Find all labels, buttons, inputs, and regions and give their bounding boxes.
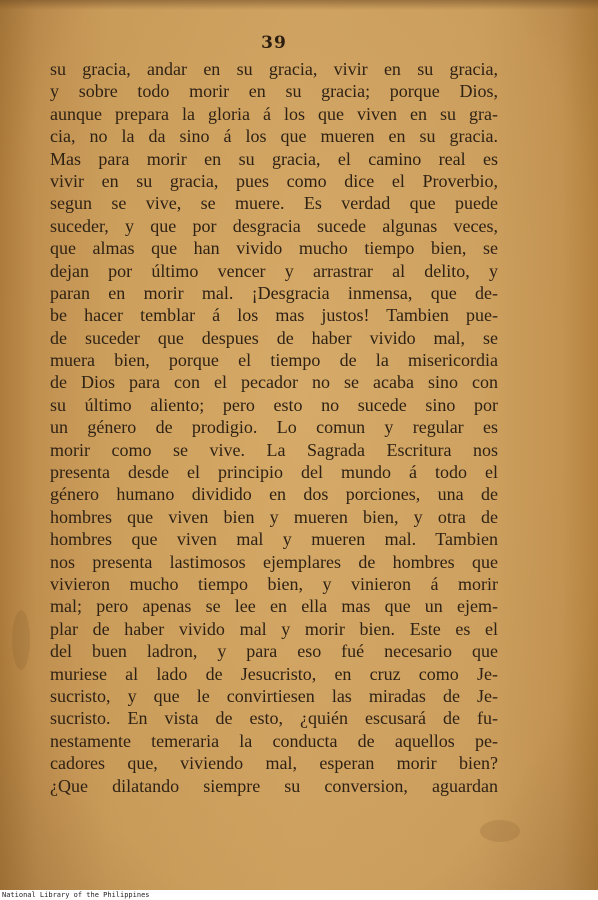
text-line: cadores que, viviendo mal, esperan morir bien? [50,753,498,774]
text-line: sucristo. En vista de esto, ¿quién escusará de fu- [50,708,498,729]
text-line: morir como se vive. La Sagrada Escritura nos [50,439,498,460]
text-line: vivir en su gracia, pues como dice el Proverbio, [50,170,498,191]
page-number: 39 [261,33,287,53]
text-line: ¿Que dilatando siempre su conversion, aguardan [50,775,498,796]
text-line: dejan por último vencer y arrastrar al delito, y [50,260,498,281]
text-line: su gracia, andar en su gracia, vivir en su gracia, [50,59,498,79]
text-line: vivieron mucho tiempo bien, y vinieron á morir [50,573,498,594]
footer-strip [0,890,598,900]
text-line: hombres que viven bien y mueren bien, y otra de [50,506,498,527]
text-line: y sobre todo morir en su gracia; porque Dios, [50,81,498,102]
text-line: cia, no la da sino á los que mueren en su gracia. [50,126,498,147]
text-line: de suceder que despues de haber vivido mal, se [50,327,498,348]
text-line: be hacer temblar á los mas justos! Tambien pue- [50,305,498,326]
text-line: Mas para morir en su gracia, el camino real es [50,148,498,169]
paper-stain [12,610,30,670]
text-line: muera bien, porque el tiempo de la misericordia [50,350,498,371]
text-line: hombres que viven mal y mueren mal. Tambien [50,529,498,550]
paper-stain [480,820,520,842]
text-line: muriese al lado de Jesucristo, en cruz como Je- [50,663,498,684]
text-line: que almas que han vivido mucho tiempo bien, se [50,238,498,259]
text-line: su último aliento; pero esto no sucede sino por [50,394,498,415]
text-line: segun se vive, se muere. Es verdad que puede [50,193,498,214]
text-line: un género de prodigio. Lo comun y regular es [50,417,498,438]
text-line: mal; pero apenas se lee en ella mas que un ejem- [50,596,498,617]
text-line: de Dios para con el pecador no se acaba sino con [50,372,498,393]
text-line: plar de haber vivido mal y morir bien. Este es el [50,618,498,639]
text-line: aunque prepara la gloria á los que viven en su gra- [50,103,498,124]
text-line: género humano dividido en dos porciones, una de [50,484,498,505]
text-line: suceder, y que por desgracia sucede algunas veces, [50,215,498,236]
page-top-edge-shadow [0,0,598,10]
library-credit: National Library of the Philippines [2,891,150,899]
text-line: nestamente temeraria la conducta de aquellos pe- [50,730,498,751]
text-line: del buen ladron, y para eso fué necesario que [50,641,498,662]
text-line: presenta desde el principio del mundo á todo el [50,462,498,483]
text-line: paran en morir mal. ¡Desgracia inmensa, que de- [50,282,498,303]
text-line: nos presenta lastimosos ejemplares de hombres que [50,551,498,572]
text-line: sucristo, y que le convirtiesen las miradas de Je- [50,685,498,706]
body-text [50,58,498,797]
